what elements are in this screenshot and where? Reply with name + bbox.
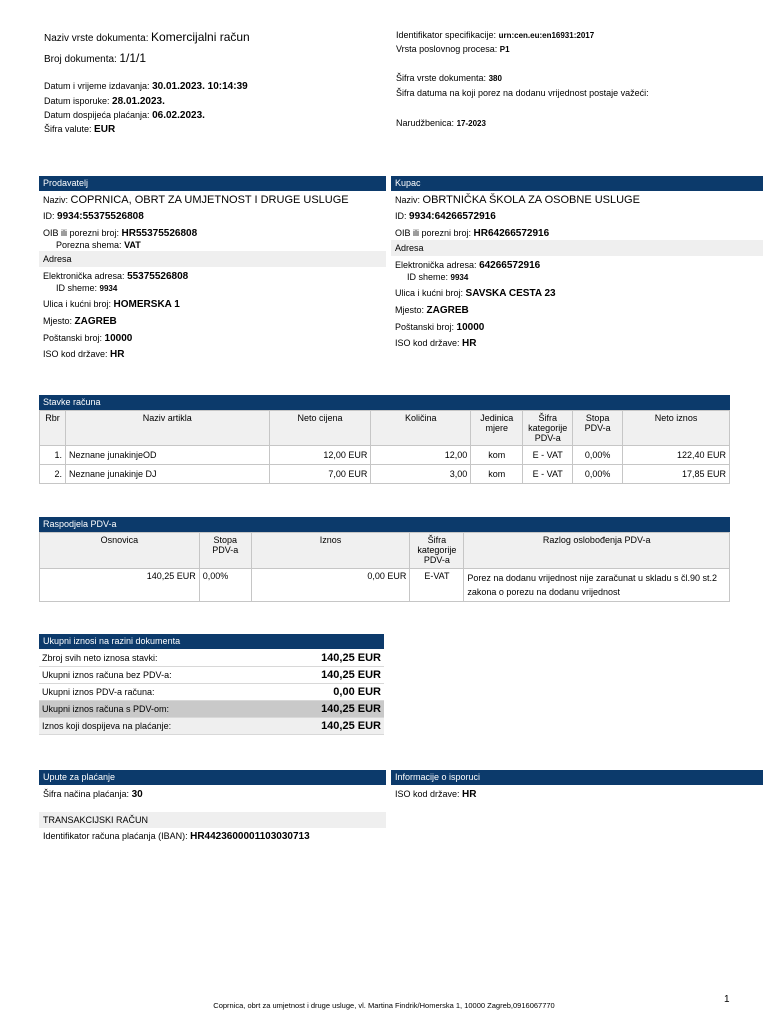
currency-line bbox=[44, 124, 115, 135]
order-line bbox=[396, 118, 486, 128]
order-label: Narudžbenica: bbox=[396, 118, 455, 128]
total-row bbox=[39, 718, 384, 735]
seller-scheme-id-label: ID sheme: bbox=[56, 283, 98, 293]
due-date-label: Datum dospijeća plaćanja: bbox=[44, 110, 150, 120]
item-cell: E - VAT bbox=[523, 465, 573, 484]
delivery-country-row bbox=[391, 786, 763, 802]
doc-number-value: 1/1/1 bbox=[119, 51, 147, 65]
delivery-country-value: HR bbox=[462, 789, 477, 800]
item-cell: 17,85 EUR bbox=[623, 465, 730, 484]
buyer-name-value: OBRTNIČKA ŠKOLA ZA OSOBNE USLUGE bbox=[422, 194, 640, 206]
buyer-postal-value: 10000 bbox=[456, 322, 485, 333]
items-table bbox=[39, 410, 730, 484]
items-header-cell: Rbr bbox=[40, 411, 66, 446]
total-label: Ukupni iznos računa bez PDV-a: bbox=[42, 670, 172, 680]
spec-value: urn:cen.eu:en16931:2017 bbox=[498, 31, 595, 40]
seller-scheme-id-value: 9934 bbox=[99, 284, 118, 293]
seller-scheme-id-row bbox=[52, 280, 386, 296]
total-value: 140,25 EUR bbox=[321, 669, 381, 681]
buyer-street-row bbox=[391, 285, 763, 301]
total-row bbox=[39, 701, 384, 718]
buyer-oib-value: HR64266572916 bbox=[473, 228, 550, 239]
item-cell: 7,00 EUR bbox=[269, 465, 371, 484]
buyer-address-title: Adresa bbox=[391, 240, 763, 256]
vat-header-cell: Razlog oslobođenja PDV-a bbox=[464, 533, 730, 569]
due-date-value: 06.02.2023. bbox=[152, 110, 205, 121]
vat-date-label: Šifra datuma na koji porez na dodanu vrijednost postaje važeći: bbox=[396, 88, 649, 98]
total-row bbox=[39, 650, 384, 667]
seller-scheme-value: VAT bbox=[124, 240, 141, 250]
doc-code-label: Šifra vrste dokumenta: bbox=[396, 73, 487, 83]
items-header-cell: Stopa PDV-a bbox=[573, 411, 623, 446]
seller-postal-value: 10000 bbox=[104, 333, 133, 344]
doc-type-line bbox=[44, 30, 250, 44]
item-cell: 12,00 EUR bbox=[269, 446, 371, 465]
table-row bbox=[40, 465, 730, 484]
vat-title-bar: Raspodjela PDV-a bbox=[39, 517, 730, 532]
seller-scheme-label: Porezna shema: bbox=[56, 240, 122, 250]
delivery-date-label: Datum isporuke: bbox=[44, 96, 110, 106]
delivery-title-bar: Informacije o isporuci bbox=[391, 770, 763, 785]
doc-number-line bbox=[44, 51, 146, 65]
seller-name-label: Naziv: bbox=[43, 195, 69, 205]
items-header-cell: Količina bbox=[371, 411, 471, 446]
seller-postal-row bbox=[39, 330, 386, 346]
order-value: 17-2023 bbox=[456, 119, 486, 128]
total-row bbox=[39, 667, 384, 684]
buyer-title-bar: Kupac bbox=[391, 176, 763, 191]
vat-cell: 0,00 EUR bbox=[251, 569, 410, 602]
buyer-country-label: ISO kod države: bbox=[395, 338, 460, 348]
buyer-email-label: Elektronička adresa: bbox=[395, 260, 477, 270]
vat-header-row bbox=[40, 533, 730, 569]
item-cell: Neznane junakinjeOD bbox=[65, 446, 269, 465]
doc-number-label: Broj dokumenta: bbox=[44, 54, 117, 65]
payment-method-label: Šifra načina plaćanja: bbox=[43, 789, 130, 799]
item-cell: 1. bbox=[40, 446, 66, 465]
seller-name-row bbox=[39, 192, 386, 208]
footer-text: Coprnica, obrt za umjetnost i druge usluge, vl. Martina Findrik/Homerska 1, 10000 Zagreb,0916067770 bbox=[213, 1001, 555, 1010]
total-row bbox=[39, 684, 384, 701]
buyer-oib-label: OIB ili porezni broj: bbox=[395, 228, 472, 238]
buyer-id-row bbox=[391, 208, 763, 224]
issue-line bbox=[44, 81, 248, 92]
seller-city-value: ZAGREB bbox=[74, 316, 117, 327]
totals-title-bar: Ukupni iznosi na razini dokumenta bbox=[39, 634, 384, 649]
buyer-name-label: Naziv: bbox=[395, 195, 421, 205]
seller-postal-label: Poštanski broj: bbox=[43, 333, 103, 343]
items-header-cell: Naziv artikla bbox=[65, 411, 269, 446]
delivery-date-line bbox=[44, 96, 165, 107]
item-cell: 0,00% bbox=[573, 446, 623, 465]
due-date-line bbox=[44, 110, 205, 121]
currency-label: Šifra valute: bbox=[44, 124, 92, 134]
payment-method-value: 30 bbox=[131, 789, 143, 800]
issue-value: 30.01.2023. 10:14:39 bbox=[152, 81, 248, 92]
seller-country-value: HR bbox=[110, 349, 125, 360]
buyer-city-row bbox=[391, 302, 763, 318]
seller-address-title: Adresa bbox=[39, 251, 386, 267]
item-cell: 122,40 EUR bbox=[623, 446, 730, 465]
vat-header-cell: Stopa PDV-a bbox=[199, 533, 251, 569]
items-header-cell: Neto iznos bbox=[623, 411, 730, 446]
total-label: Ukupni iznos računa s PDV-om: bbox=[42, 704, 170, 714]
spec-line bbox=[396, 30, 594, 40]
buyer-id-value: 9934:64266572916 bbox=[409, 211, 496, 222]
seller-name-value: COPRNICA, OBRT ZA UMJETNOST I DRUGE USLUGE bbox=[70, 194, 349, 206]
item-cell: 2. bbox=[40, 465, 66, 484]
buyer-city-value: ZAGREB bbox=[426, 305, 469, 316]
item-cell: kom bbox=[471, 465, 523, 484]
buyer-street-value: SAVSKA CESTA 23 bbox=[465, 288, 556, 299]
total-label: Ukupni iznos PDV-a računa: bbox=[42, 687, 155, 697]
doc-code-value: 380 bbox=[488, 74, 502, 83]
seller-street-row bbox=[39, 296, 386, 312]
buyer-oib-row bbox=[391, 225, 763, 241]
seller-city-label: Mjesto: bbox=[43, 316, 73, 326]
item-cell: E - VAT bbox=[523, 446, 573, 465]
table-row bbox=[40, 446, 730, 465]
item-cell: kom bbox=[471, 446, 523, 465]
issue-label: Datum i vrijeme izdavanja: bbox=[44, 81, 150, 91]
doc-type-value: Komercijalni račun bbox=[151, 30, 250, 44]
payment-iban-value: HR4423600001103030713 bbox=[190, 831, 310, 842]
buyer-country-value: HR bbox=[462, 338, 477, 349]
payment-iban-label: Identifikator računa plaćanja (IBAN): bbox=[43, 831, 188, 841]
total-label: Iznos koji dospijeva na plaćanje: bbox=[42, 721, 172, 731]
seller-email-label: Elektronička adresa: bbox=[43, 271, 125, 281]
doc-code-line bbox=[396, 73, 502, 83]
process-label: Vrsta poslovnog procesa: bbox=[396, 44, 498, 54]
spec-label: Identifikator specifikacije: bbox=[396, 30, 497, 40]
seller-oib-value: HR55375526808 bbox=[121, 228, 198, 239]
payment-method-row bbox=[39, 786, 386, 802]
seller-id-label: ID: bbox=[43, 211, 55, 221]
vat-cell: Porez na dodanu vrijednost nije zaračunat u skladu s čl.90 st.2 zakona o porezu na dodanu vrijednost bbox=[464, 569, 730, 602]
total-value: 140,25 EUR bbox=[321, 652, 381, 664]
page-number: 1 bbox=[724, 994, 730, 1005]
buyer-name-row bbox=[391, 192, 763, 208]
delivery-country-label: ISO kod države: bbox=[395, 789, 460, 799]
buyer-scheme-id-row bbox=[403, 269, 763, 285]
total-value: 140,25 EUR bbox=[321, 703, 381, 715]
items-header-cell: Neto cijena bbox=[269, 411, 371, 446]
payment-title-bar: Upute za plaćanje bbox=[39, 770, 386, 785]
seller-id-value: 9934:55375526808 bbox=[57, 211, 144, 222]
buyer-postal-label: Poštanski broj: bbox=[395, 322, 455, 332]
buyer-postal-row bbox=[391, 319, 763, 335]
total-value: 0,00 EUR bbox=[333, 686, 381, 698]
buyer-scheme-id-value: 9934 bbox=[450, 273, 469, 282]
vat-date-line bbox=[396, 88, 649, 98]
buyer-email-value: 64266572916 bbox=[479, 260, 541, 271]
item-cell: 12,00 bbox=[371, 446, 471, 465]
buyer-street-label: Ulica i kućni broj: bbox=[395, 288, 464, 298]
total-label: Zbroj svih neto iznosa stavki: bbox=[42, 653, 158, 663]
total-value: 140,25 EUR bbox=[321, 720, 381, 732]
item-cell: 0,00% bbox=[573, 465, 623, 484]
process-line bbox=[396, 44, 510, 54]
doc-type-label: Naziv vrste dokumenta: bbox=[44, 33, 149, 44]
vat-header-cell: Šifra kategorije PDV-a bbox=[410, 533, 464, 569]
seller-country-label: ISO kod države: bbox=[43, 349, 108, 359]
currency-value: EUR bbox=[94, 124, 116, 135]
items-title-bar: Stavke računa bbox=[39, 395, 730, 410]
seller-email-value: 55375526808 bbox=[127, 271, 189, 282]
payment-iban-row bbox=[39, 828, 386, 844]
vat-cell: 140,25 EUR bbox=[40, 569, 200, 602]
seller-city-row bbox=[39, 313, 386, 329]
seller-country-row bbox=[39, 346, 386, 362]
seller-title-bar: Prodavatelj bbox=[39, 176, 386, 191]
buyer-country-row bbox=[391, 335, 763, 351]
buyer-scheme-id-label: ID sheme: bbox=[407, 272, 449, 282]
table-row bbox=[40, 569, 730, 602]
seller-id-row bbox=[39, 208, 386, 224]
vat-header-cell: Iznos bbox=[251, 533, 410, 569]
item-cell: Neznane junakinje DJ bbox=[65, 465, 269, 484]
seller-street-label: Ulica i kućni broj: bbox=[43, 299, 112, 309]
items-header-cell: Jedinica mjere bbox=[471, 411, 523, 446]
items-header-row bbox=[40, 411, 730, 446]
seller-street-value: HOMERSKA 1 bbox=[113, 299, 180, 310]
vat-cell: E-VAT bbox=[410, 569, 464, 602]
process-value: P1 bbox=[499, 45, 510, 54]
delivery-date-value: 28.01.2023. bbox=[112, 96, 165, 107]
item-cell: 3,00 bbox=[371, 465, 471, 484]
vat-cell: 0,00% bbox=[199, 569, 251, 602]
payment-account-title: TRANSAKCIJSKI RAČUN bbox=[39, 812, 386, 828]
items-header-cell: Šifra kategorije PDV-a bbox=[523, 411, 573, 446]
vat-table bbox=[39, 532, 730, 602]
vat-header-cell: Osnovica bbox=[40, 533, 200, 569]
buyer-city-label: Mjesto: bbox=[395, 305, 425, 315]
seller-oib-label: OIB ili porezni broj: bbox=[43, 228, 120, 238]
buyer-id-label: ID: bbox=[395, 211, 407, 221]
